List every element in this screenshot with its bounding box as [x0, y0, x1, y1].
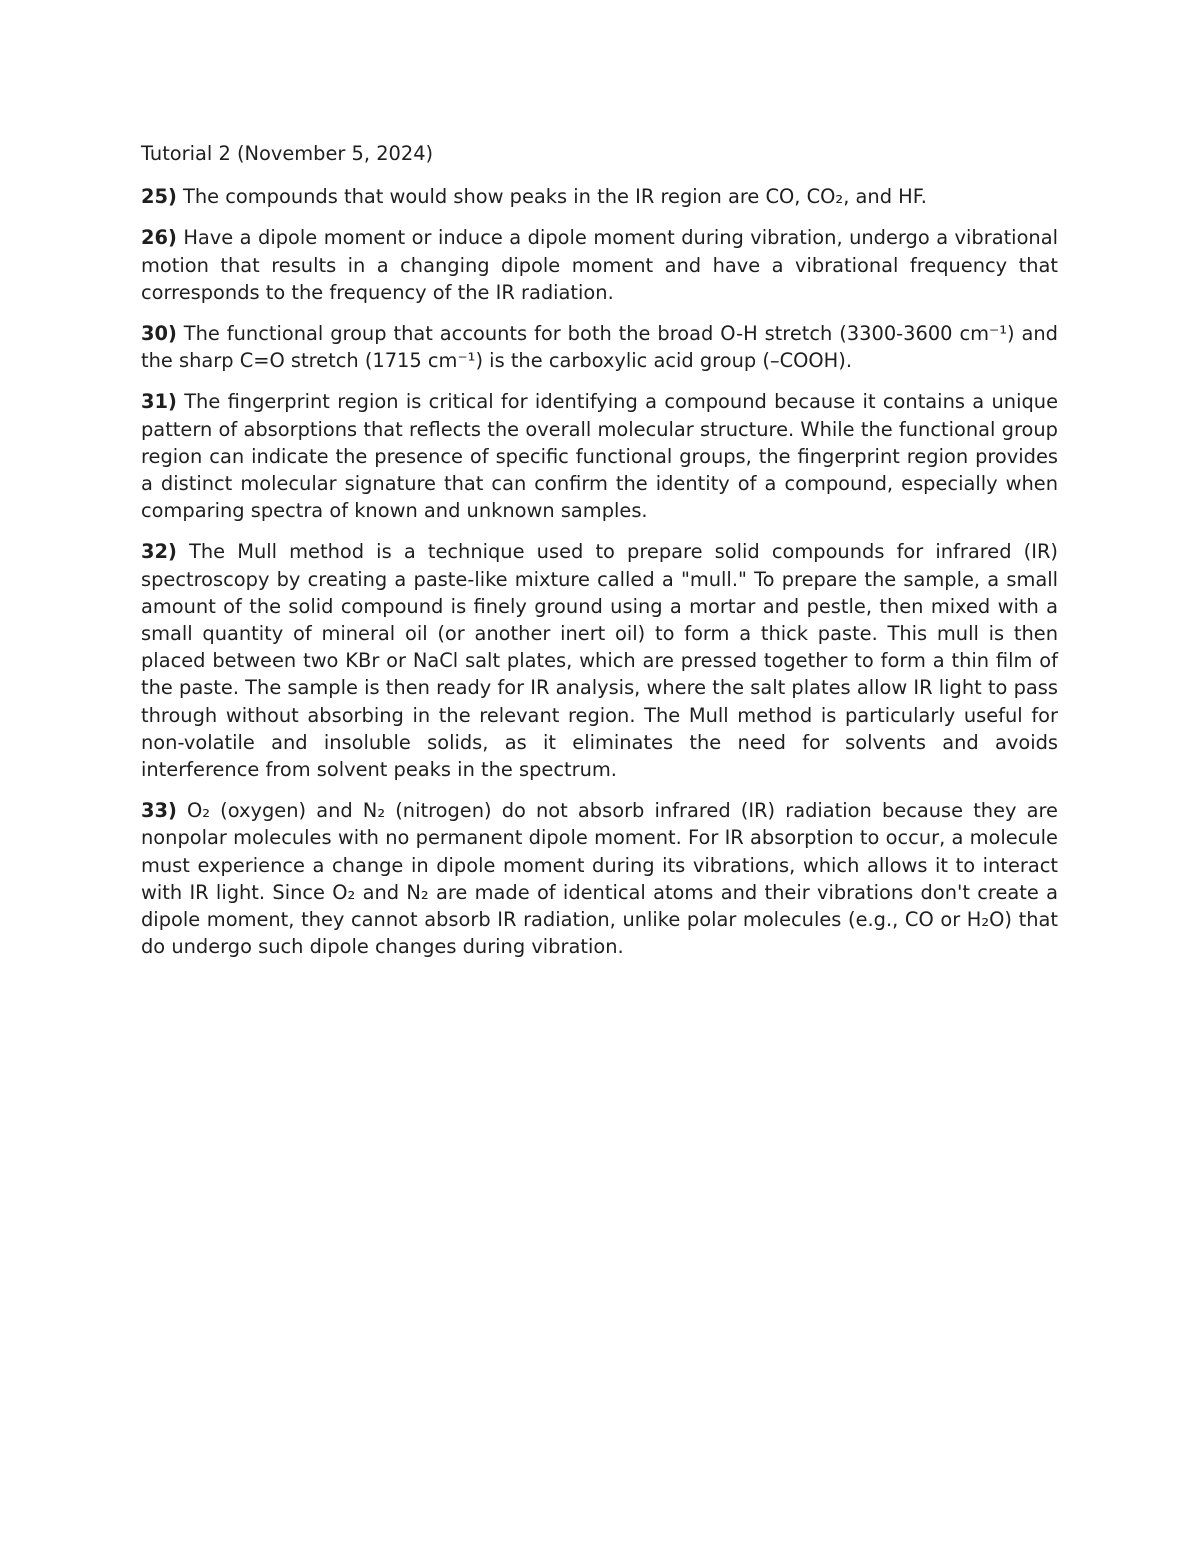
answer-number: 33) — [141, 799, 177, 823]
document-title: Tutorial 2 (November 5, 2024) — [141, 142, 434, 165]
answer-26 — [141, 224, 1058, 306]
answer-25 — [141, 183, 1058, 210]
answer-number: 26) — [141, 226, 177, 250]
answer-number: 30) — [141, 322, 177, 346]
document-body — [141, 140, 1058, 974]
answer-number: 25) — [141, 185, 177, 209]
answer-number: 32) — [141, 540, 177, 564]
answer-text: The functional group that accounts for both the broad O-H stretch (3300-3600 cm⁻¹) and the sharp C=O stretch (1715 cm⁻¹) is the carboxylic acid group (–COOH). — [141, 322, 1058, 373]
answer-text: Have a dipole moment or induce a dipole moment during vibration, undergo a vibrational motion that results in a changing dipole moment and have a vibrational frequency that corresponds to the frequency of the IR radiation. — [141, 226, 1058, 304]
answer-text: The compounds that would show peaks in the IR region are CO, CO₂, and HF. — [176, 185, 927, 209]
answer-text: The Mull method is a technique used to prepare solid compounds for infrared (IR) spectroscopy by creating a paste-like mixture called a "mull." To prepare the sample, a small amount of the solid compound is finely ground using a mortar and pestle, then mixed with a small quantity of mineral oil (or another inert oil) to form a thick paste. This mull is then placed between two KBr or NaCl salt plates, which are pressed together to form a thin film of the paste. The sample is then ready for IR analysis, where the salt plates allow IR light to pass through without absorbing in the relevant region. The Mull method is particularly useful for non-volatile and insoluble solids, as it eliminates the need for solvents and avoids interference from solvent peaks in the spectrum. — [141, 540, 1058, 782]
answer-number: 31) — [141, 390, 177, 414]
answer-text: The fingerprint region is critical for identifying a compound because it contains a unique pattern of absorptions that reflects the overall molecular structure. While the functional group region can indicate the presence of specific functional groups, the fingerprint region provides a distinct molecular signature that can confirm the identity of a compound, especially when comparing spectra of known and unknown samples. — [141, 390, 1058, 523]
answer-31 — [141, 388, 1058, 524]
answer-30 — [141, 320, 1058, 374]
answer-32 — [141, 538, 1058, 783]
answer-text: O₂ (oxygen) and N₂ (nitrogen) do not absorb infrared (IR) radiation because they are nonpolar molecules with no permanent dipole moment. For IR absorption to occur, a molecule must experience a change in dipole moment during its vibrations, which allows it to interact with IR light. Since O₂ and N₂ are made of identical atoms and their vibrations don't create a dipole moment, they cannot absorb IR radiation, unlike polar molecules (e.g., CO or H₂O) that do undergo such dipole changes during vibration. — [141, 799, 1058, 959]
answer-33 — [141, 797, 1058, 960]
